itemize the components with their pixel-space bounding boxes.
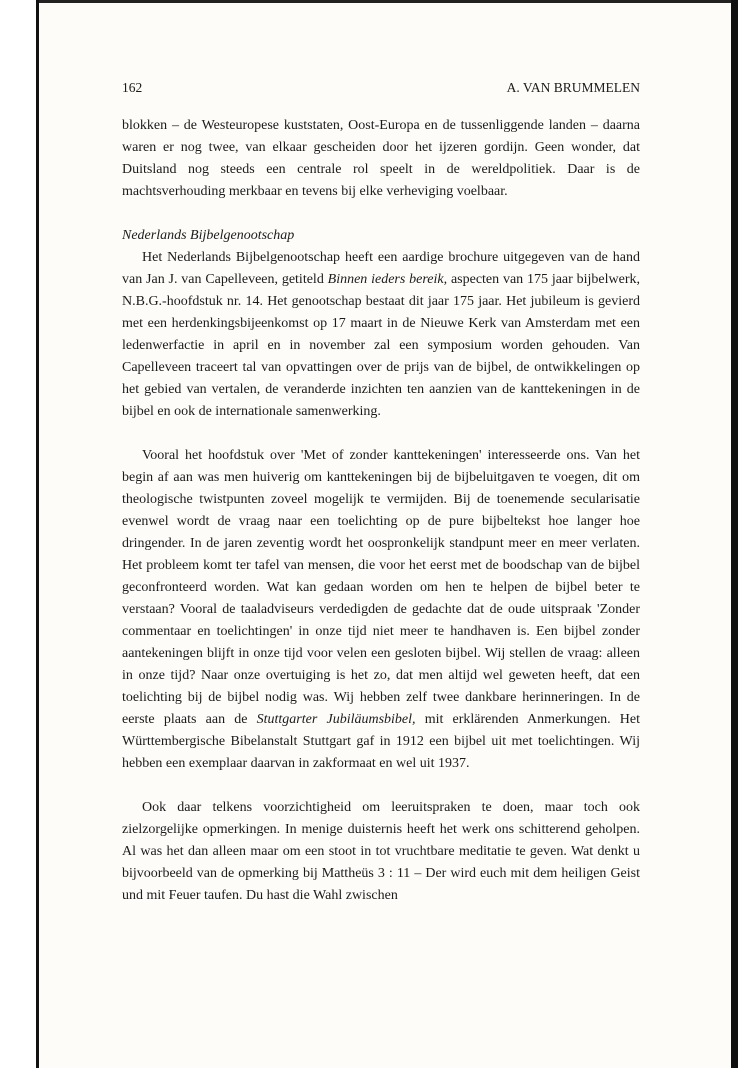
running-author: A. VAN BRUMMELEN	[506, 80, 640, 95]
body-text	[122, 115, 640, 907]
paragraph-1: blokken – de Westeuropese kuststaten, Oost-Europa en de tussenliggende landen – daarna waren er nog twee, van elkaar gescheiden door het ijzeren gordijn. Geen wonder, dat Duitsland nog steeds een centrale rol speelt in de wereldpolitiek. Daar is de machtsverhouding merkbaar en tevens bij elke verheviging voelbaar.	[122, 118, 640, 199]
paragraph-3-part-a: Vooral het hoofdstuk over 'Met of zonder kanttekeningen' interesseerde ons. Van het begin af aan was men huiverig om kanttekeningen bij de bijbeluitgaven te voegen, dit om theologische twistpunten zoveel mogelijk te vermijden. Bij de toenemende secularisatie evenwel wordt de vraag naar een toelichting op de pure bijbeltekst hoe langer hoe dringender. In de jaren zeventig wordt het oospronkelijk standpunt meer en meer verlaten. Het probleem komt ter tafel van mensen, die voor het eerst met de boodschap van de bijbel geconfronteerd worden. Wat kan gedaan worden om hen te helpen de bijbel beter te verstaan? Vooral de taaladviseurs verdedigden de gedachte dat de oude uitspraak 'Zonder commentaar en toelichtingen' in onze tijd niet meer te handhaven is. Een bijbel zonder aantekeningen blijft in onze tijd voor velen een gesloten bijbel. Wij stellen de vraag: alleen in onze tijd? Naar onze overtuiging is het zo, dat men altijd wel geweten heeft, dat een toelichting bij de bijbel nodig was. Wij hebben zelf twee dankbare herinneringen. In de eerste plaats aan de	[122, 448, 640, 727]
paragraph-2	[122, 247, 640, 423]
scan-right-edge	[731, 0, 738, 1068]
page-number: 162	[122, 80, 143, 95]
paragraph-2-part-a: Het Nederlands Bijbelgenootschap heeft een aardige brochure uitgegeven van de hand van Jan J. van Capelleveen, getiteld	[122, 250, 640, 287]
paragraph-4: Ook daar telkens voorzichtigheid om leeruitspraken te doen, maar toch ook zielzorgelijke opmerkingen. In menige duisternis heeft het werk ons schitterend geholpen. Al was het dan alleen maar om een stoot in tot vruchtbare meditatie te geven. Wat denkt u bijvoorbeeld van de opmerking bij Mattheüs 3 : 11 – Der wird euch mit dem heiligen Geist und mit Feuer taufen. Du hast die Wahl zwischen	[122, 800, 640, 903]
paragraph-3	[122, 445, 640, 775]
paragraph-2-part-b: aspecten van 175 jaar bijbelwerk, N.B.G.-hoofdstuk nr. 14. Het genootschap bestaat dit jaar 175 jaar. Het jubileum is gevierd met een herdenkingsbijeenkomst op 17 maart in de Nieuwe Kerk van Amsterdam met een ledenwerfactie in april en in november zal een symposium worden gehouden. Van Capelleveen traceert tal van opvattingen over de prijs van de bijbel, de ontwikkelingen op het gebied van vertalen, de veranderde inzichten ten aanzien van de kanttekeningen in de bijbel en ook de internationale samenwerking.	[122, 272, 640, 419]
section-heading: Nederlands Bijbelgenootschap	[122, 228, 295, 243]
paragraph-3-part-b: mit erklärenden Anmerkungen. Het Württembergische Bibelanstalt Stuttgart gaf in 1912 een bijbel uit met toelichtingen. Wij hebben een exemplaar daarvan in zakformaat en wel uit 1937.	[122, 712, 640, 771]
bible-title: Stuttgarter Jubiläumsbibel,	[256, 712, 416, 727]
running-header	[122, 79, 640, 97]
brochure-title: Binnen ieders bereik,	[327, 272, 448, 287]
